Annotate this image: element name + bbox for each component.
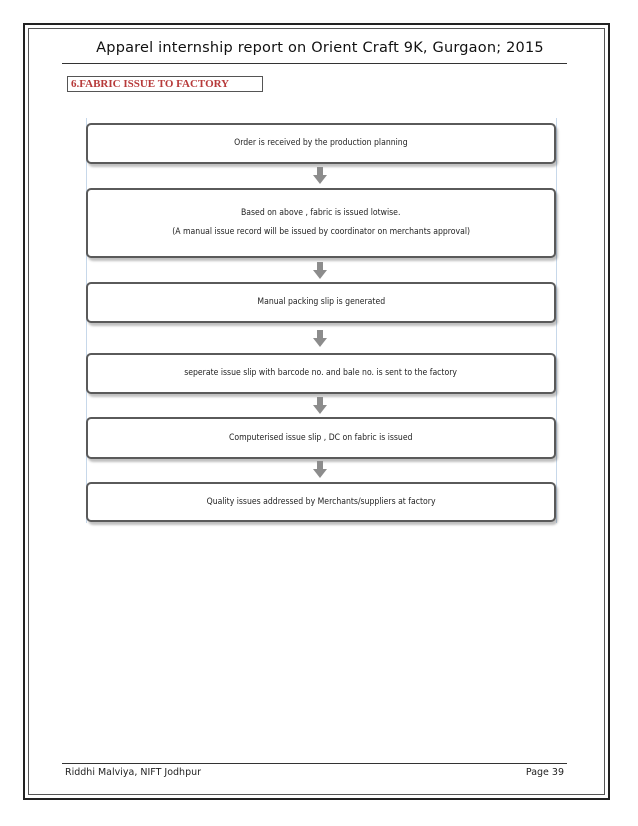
header-divider xyxy=(62,63,567,64)
footer-divider xyxy=(62,763,567,764)
flow-step-2 xyxy=(86,188,556,258)
flow-step-1 xyxy=(86,123,556,164)
flow-step-6-text: Quality issues addressed by Merchants/suppliers at factory xyxy=(206,496,436,507)
flow-step-4-text: seperate issue slip with barcode no. and bale no. is sent to the factory xyxy=(184,368,458,378)
footer-author: Riddhi Malviya, NIFT Jodhpur xyxy=(65,767,202,778)
footer-page-number: Page 39 xyxy=(525,767,564,778)
flow-step-3 xyxy=(86,282,556,323)
flowchart-guide-right xyxy=(556,118,557,523)
flow-step-5-text: Computerised issue slip , DC on fabric is issued xyxy=(229,432,413,443)
flow-step-2-text-line-1: Based on above , fabric is issued lotwise. xyxy=(241,208,401,218)
header-title: Apparel internship report on Orient Craft 9K, Gurgaon; 2015 xyxy=(96,40,544,56)
flow-step-6 xyxy=(86,482,556,522)
flow-step-2-text-line-2: (A manual issue record will be issued by coordinator on merchants approval) xyxy=(172,227,470,237)
down-arrow-icon xyxy=(313,330,327,348)
flow-step-5 xyxy=(86,417,556,459)
flow-step-1-text: Order is received by the production planning xyxy=(234,138,408,148)
flow-step-3-text: Manual packing slip is generated xyxy=(257,297,385,307)
down-arrow-icon xyxy=(313,397,327,415)
down-arrow-icon xyxy=(313,262,327,280)
down-arrow-icon xyxy=(313,167,327,185)
down-arrow-icon xyxy=(313,461,327,479)
flow-step-4 xyxy=(86,353,556,394)
section-heading: 6.FABRIC ISSUE TO FACTORY xyxy=(67,76,263,92)
